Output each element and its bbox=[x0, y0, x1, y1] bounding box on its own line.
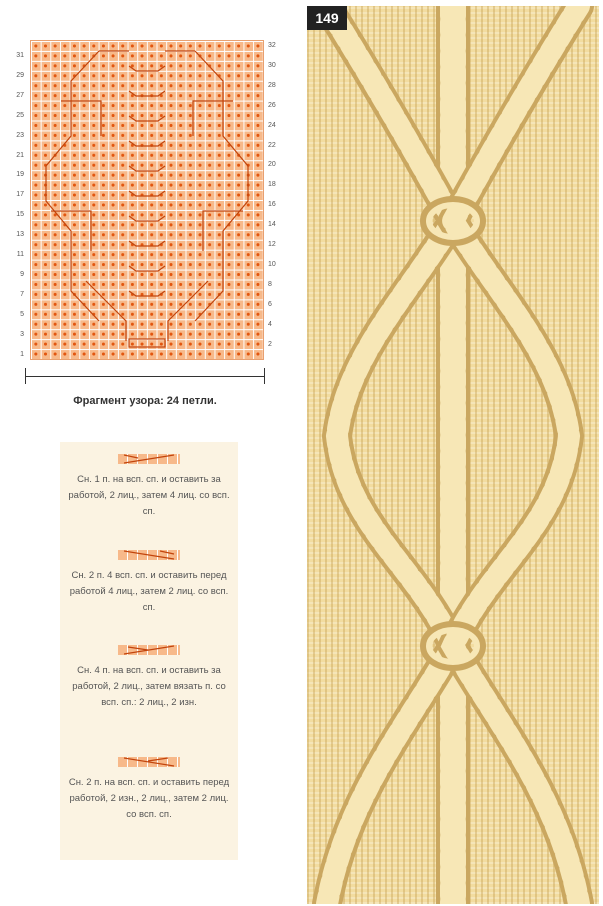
row-number-left: 19 bbox=[16, 171, 24, 179]
row-number-left: 9 bbox=[20, 270, 24, 278]
row-number-right: 32 bbox=[268, 42, 276, 49]
cable-symbol-icon bbox=[118, 757, 180, 767]
swatch-illustration bbox=[307, 6, 599, 904]
legend-text: Сн. 2 п. на всп. сп. и оставить перед работой, 2 изн., 2 лиц., затем 2 лиц. со всп. сп. bbox=[68, 777, 230, 820]
bracket-right-cap bbox=[264, 368, 265, 384]
legend-item bbox=[60, 550, 238, 616]
row-number-right: 14 bbox=[268, 221, 276, 229]
row-number-left: 31 bbox=[16, 52, 24, 59]
row-number-right: 8 bbox=[268, 280, 272, 288]
row-number-right: 22 bbox=[268, 141, 276, 149]
row-number-left: 21 bbox=[16, 151, 24, 159]
row-number-right: 6 bbox=[268, 300, 272, 308]
row-number-right: 24 bbox=[268, 121, 276, 129]
legend-item bbox=[60, 454, 238, 520]
row-number-left: 1 bbox=[20, 350, 24, 358]
row-number-left: 23 bbox=[16, 131, 24, 139]
row-number-left: 17 bbox=[16, 191, 24, 199]
legend-text: Сн. 2 п. 4 всп. сп. и оставить перед работой 4 лиц., затем 2 лиц. со всп. сп. bbox=[69, 570, 229, 613]
cable-symbol-icon bbox=[118, 645, 180, 655]
legend-text: Сн. 1 п. на всп. сп. и оставить за работой, 2 лиц., затем 4 лиц. со всп. сп. bbox=[68, 474, 230, 517]
row-number-left: 3 bbox=[20, 330, 24, 338]
row-number-left: 15 bbox=[16, 211, 24, 219]
row-number-right: 18 bbox=[268, 181, 276, 189]
row-number-right: 16 bbox=[268, 201, 276, 209]
row-number-right: 2 bbox=[268, 340, 272, 348]
legend-text: Сн. 4 п. на всп. сп. и оставить за работой, 2 лиц., затем вязать п. со всп. сп.: 2 лиц., 2 изн. bbox=[72, 665, 226, 708]
pattern-caption: Фрагмент узора: 24 петли. bbox=[73, 395, 217, 407]
legend-item bbox=[60, 645, 238, 711]
bracket-left-cap bbox=[25, 368, 26, 384]
cable-symbol-icon bbox=[118, 550, 180, 560]
row-number-left: 25 bbox=[16, 111, 24, 119]
pattern-repeat-bracket bbox=[25, 376, 265, 377]
row-number-right: 4 bbox=[268, 320, 272, 328]
knitted-swatch-photo bbox=[307, 6, 599, 904]
row-number-right: 28 bbox=[268, 81, 276, 89]
row-number-left: 7 bbox=[20, 290, 24, 298]
chart-cable-lines bbox=[31, 41, 263, 359]
row-number-right: 20 bbox=[268, 161, 276, 169]
row-number-left: 11 bbox=[16, 251, 24, 258]
row-number-right: 26 bbox=[268, 101, 276, 109]
row-number-left: 27 bbox=[16, 91, 24, 99]
symbol-legend bbox=[60, 442, 238, 860]
pattern-number-badge: 149 bbox=[307, 6, 347, 30]
knitting-chart bbox=[30, 40, 264, 360]
row-number-left: 29 bbox=[16, 71, 24, 79]
row-number-left: 13 bbox=[16, 231, 24, 239]
legend-item bbox=[60, 757, 238, 823]
row-number-right: 12 bbox=[268, 241, 276, 248]
row-number-left: 5 bbox=[20, 310, 24, 318]
cable-symbol-icon bbox=[118, 454, 180, 464]
row-number-right: 10 bbox=[268, 260, 276, 268]
row-number-right: 30 bbox=[268, 61, 276, 69]
